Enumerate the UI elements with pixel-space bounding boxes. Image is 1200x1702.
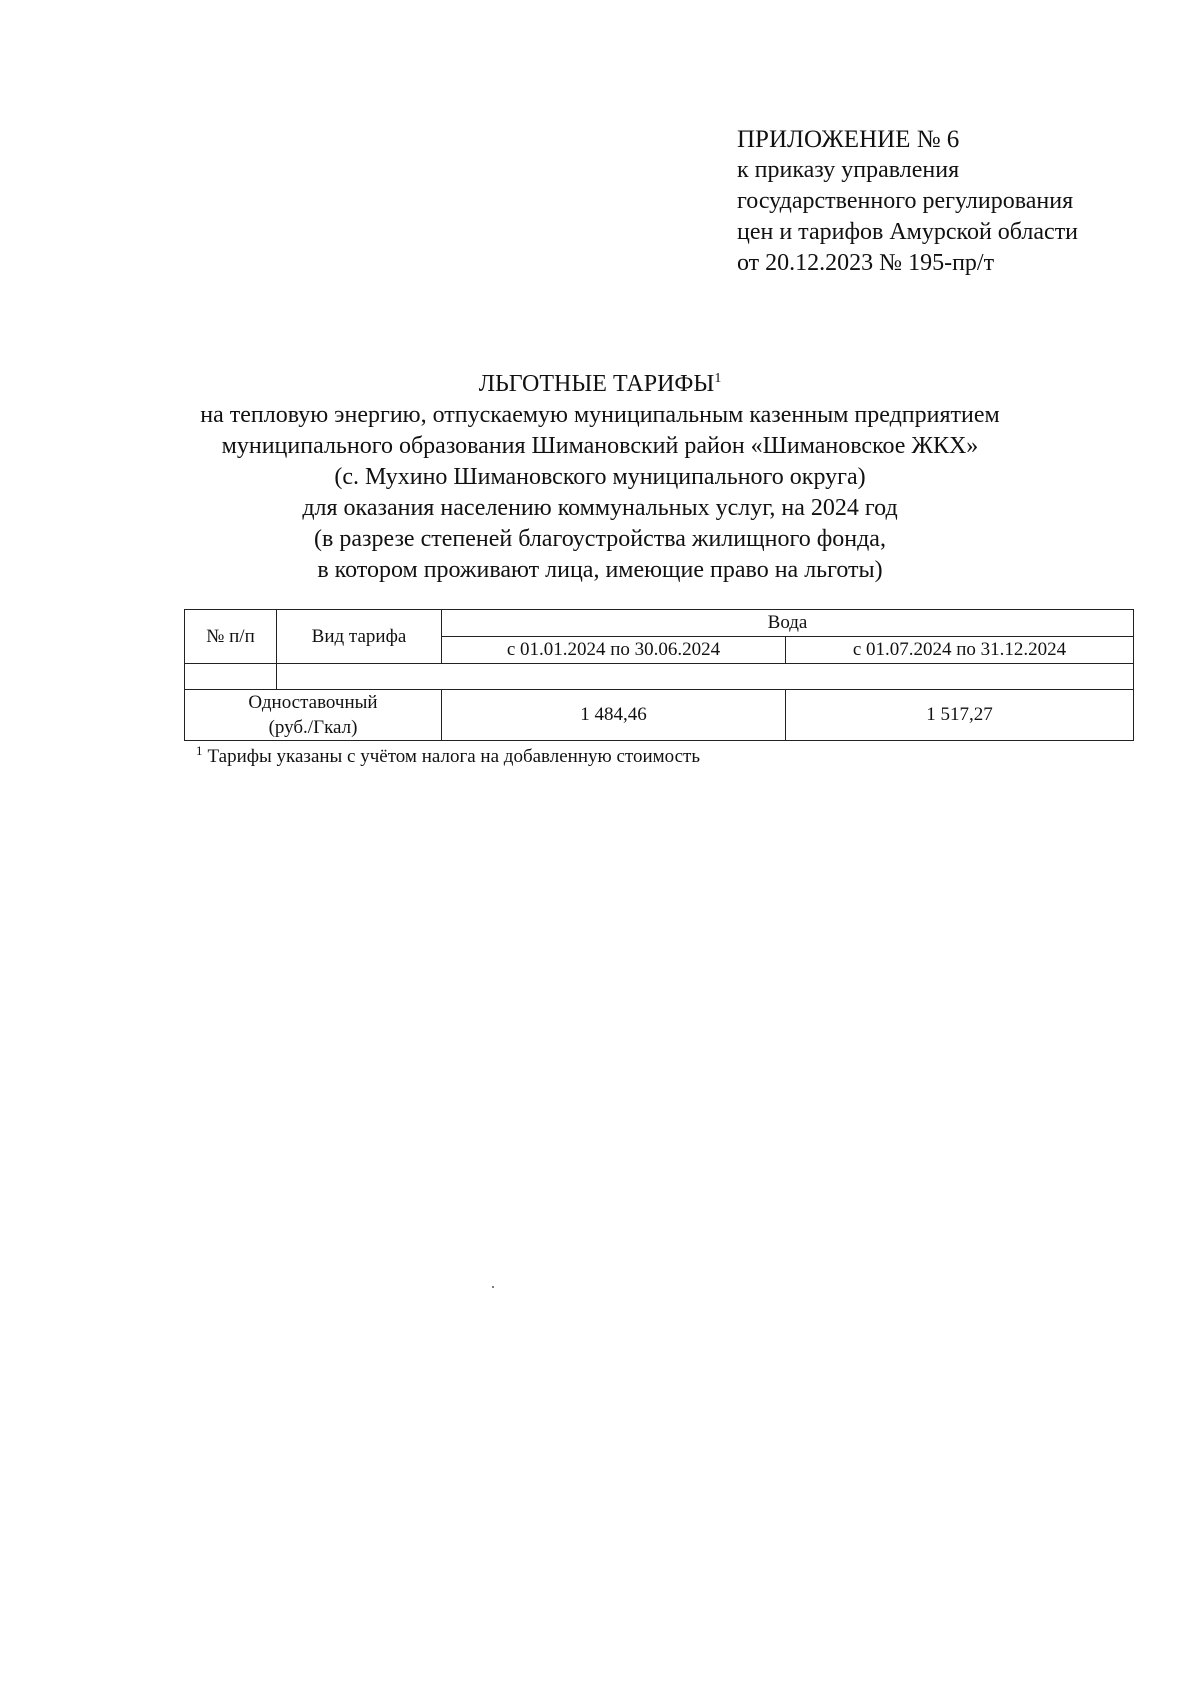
tariff-table [184,609,1134,741]
table-cell [185,664,277,690]
header-period-1: с 01.01.2024 по 30.06.2024 [442,637,786,664]
cell-period-2-value: 1 517,27 [786,690,1134,741]
appendix-line: цен и тарифов Амурской области [737,219,1079,245]
table-header-row [185,610,1134,637]
header-tariff-type: Вид тарифа [277,610,442,664]
title-footnote-mark: 1 [714,371,722,386]
tariff-type-label: Одноставочный [248,692,378,713]
scan-speck [492,1286,494,1288]
cell-tariff-type [185,690,442,741]
header-number: № п/п [185,610,277,664]
document-title [0,369,1200,400]
tariff-unit-label: (руб./Гкал) [268,717,358,738]
footnote-mark: 1 [196,743,203,758]
header-group-water: Вода [442,610,1134,637]
title-subline: (в разрезе степеней благоустройства жилищного фонда, [314,526,886,552]
title-subline: на тепловую энергию, отпускаемую муниципальным казенным предприятием [200,402,1000,428]
appendix-line: государственного регулирования [737,188,1074,214]
table-row-empty [185,664,1134,690]
appendix-order-reference: от 20.12.2023 № 195-пр/т [737,250,995,276]
title-subline: для оказания населению коммунальных услуг, на 2024 год [302,495,898,521]
appendix-line: к приказу управления [737,157,960,183]
footnote-text: Тарифы указаны с учётом налога на добавленную стоимость [207,746,701,767]
title-subline: в котором проживают лица, имеющие право на льготы) [317,557,883,583]
title-subline: муниципального образования Шимановский район «Шимановское ЖКХ» [221,433,979,459]
header-period-2: с 01.07.2024 по 31.12.2024 [786,637,1134,664]
title-subline: (с. Мухино Шимановского муниципального округа) [334,464,866,490]
appendix-block [737,124,1078,279]
document-title-block [0,369,1200,586]
footnote [196,743,701,768]
table-cell [277,664,1134,690]
document-title-text: ЛЬГОТНЫЕ ТАРИФЫ [478,371,715,397]
cell-period-1-value: 1 484,46 [442,690,786,741]
appendix-heading: ПРИЛОЖЕНИЕ № 6 [737,126,960,153]
table-row [185,690,1134,741]
